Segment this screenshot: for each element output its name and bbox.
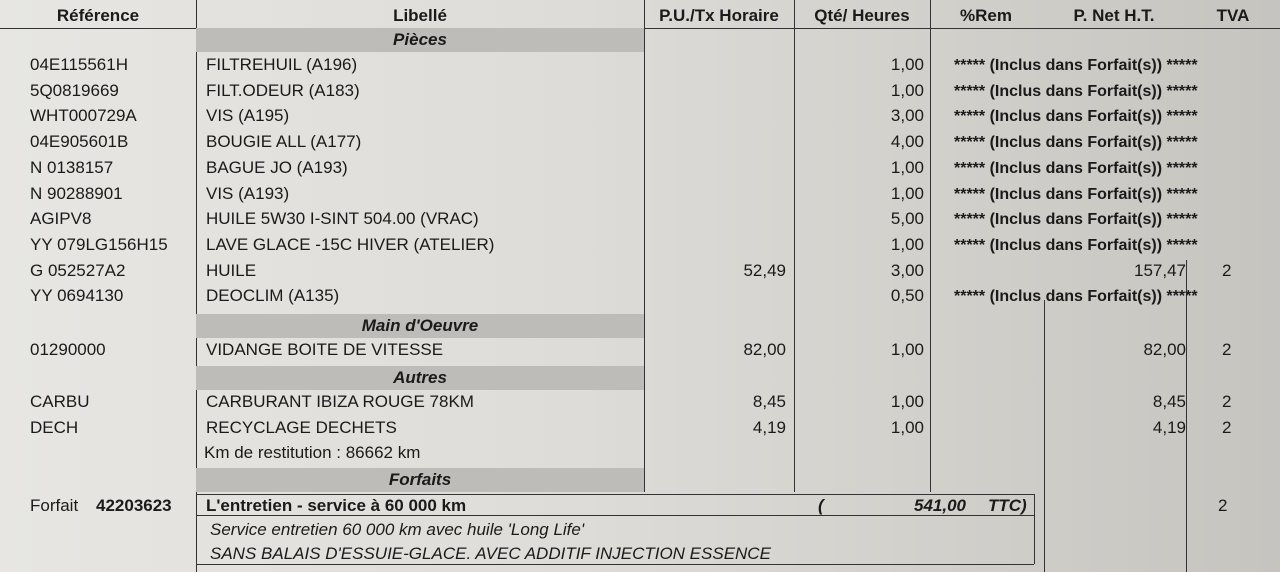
cell-reference: 01290000 <box>30 340 106 359</box>
forfait-note-2: SANS BALAIS D'ESSUIE-GLACE. AVEC ADDITIF INJECTION ESSENCE <box>210 544 771 563</box>
header-libelle: Libellé <box>393 6 447 25</box>
cell-net-included: ***** (Inclus dans Forfait(s)) ***** <box>954 82 1198 100</box>
cell-net-included: ***** (Inclus dans Forfait(s)) ***** <box>954 57 1198 74</box>
cell-net-included: ***** (Inclus dans Forfait(s)) ***** <box>954 134 1198 152</box>
cell-reference: 04E905601B <box>30 132 129 152</box>
forfait-title: L'entretien - service à 60 000 km <box>206 496 467 515</box>
col-divider <box>930 0 931 492</box>
cell-net-price: 82,00 <box>1143 340 1186 359</box>
forfait-note-1: Service entretien 60 000 km avec huile 'Long Life' <box>210 520 585 539</box>
section-title: Main d'Oeuvre <box>361 316 479 335</box>
cell-reference: N 90288901 <box>30 183 123 203</box>
cell-quantity: 3,00 <box>890 260 924 280</box>
cell-unit-price: 82,00 <box>743 340 786 359</box>
section-title: Autres <box>393 368 447 387</box>
forfait-box-bottom <box>196 564 1034 565</box>
forfait-code: 42203623 <box>96 496 172 515</box>
cell-reference: 5Q0819669 <box>30 80 119 100</box>
cell-quantity: 1,00 <box>890 418 924 437</box>
cell-label: VIS (A193) <box>206 183 290 203</box>
section-pieces <box>196 28 644 52</box>
cell-quantity: 1,00 <box>890 234 924 254</box>
cell-reference: YY 0694130 <box>30 286 124 306</box>
cell-quantity: 5,00 <box>890 209 924 229</box>
cell-label: CARBURANT IBIZA ROUGE 78KM <box>206 392 474 411</box>
section-title: Forfaits <box>388 470 452 489</box>
forfait-tva: 2 <box>1218 496 1228 515</box>
cell-label: BAGUE JO (A193) <box>206 157 348 177</box>
cell-net-included: ***** (Inclus dans Forfait(s)) ***** <box>954 185 1198 203</box>
header-rem: %Rem <box>960 6 1012 25</box>
cell-reference: N 0138157 <box>30 157 114 177</box>
forfait-box-right <box>1034 494 1035 564</box>
cell-net-price: 4,19 <box>1152 418 1186 437</box>
cell-net-price: 8,45 <box>1152 392 1186 411</box>
cell-label: LAVE GLACE -15C HIVER (ATELIER) <box>206 234 495 254</box>
cell-reference: WHT000729A <box>30 106 137 126</box>
cell-quantity: 1,00 <box>890 55 924 74</box>
cell-tva: 2 <box>1222 260 1232 280</box>
cell-label: FILTREHUIL (A196) <box>206 55 358 74</box>
cell-net-included: ***** (Inclus dans Forfait(s)) ***** <box>954 211 1198 229</box>
cell-net-included: ***** (Inclus dans Forfait(s)) ***** <box>954 236 1198 254</box>
cell-reference: YY 079LG156H15 <box>30 234 168 254</box>
col-divider <box>1186 260 1187 572</box>
cell-label: DEOCLIM (A135) <box>206 286 340 306</box>
cell-quantity: 1,00 <box>890 392 924 411</box>
section-autres <box>196 366 644 390</box>
header-reference: Référence <box>56 6 140 25</box>
cell-quantity: 3,00 <box>890 106 924 126</box>
section-title: Pièces <box>393 30 447 49</box>
cell-quantity: 1,00 <box>890 183 924 203</box>
forfait-amount: 541,00 <box>914 496 966 515</box>
cell-net-included: ***** (Inclus dans Forfait(s)) ***** <box>954 108 1198 126</box>
cell-reference: G 052527A2 <box>30 260 126 280</box>
cell-unit-price: 8,45 <box>752 392 786 411</box>
cell-label: RECYCLAGE DECHETS <box>206 418 397 437</box>
km-restitution: Km de restitution : 86662 km <box>204 443 421 462</box>
cell-tva: 2 <box>1222 340 1232 359</box>
cell-label: VIDANGE BOITE DE VITESSE <box>206 340 444 359</box>
cell-net-included: ***** (Inclus dans Forfait(s)) ***** <box>954 288 1198 306</box>
forfait-label: Forfait <box>30 496 79 515</box>
cell-reference: AGIPV8 <box>30 209 92 229</box>
header-pu: P.U./Tx Horaire <box>659 6 779 25</box>
cell-quantity: 0,50 <box>890 286 924 306</box>
cell-label: BOUGIE ALL (A177) <box>206 132 362 152</box>
cell-net-price: 157,47 <box>1134 260 1186 280</box>
header-pnet: P. Net H.T. <box>1073 6 1155 25</box>
header-qty: Qté/ Heures <box>814 6 910 25</box>
section-main-oeuvre <box>196 314 644 338</box>
cell-label: VIS (A195) <box>206 106 290 126</box>
cell-quantity: 1,00 <box>890 80 924 100</box>
section-forfaits <box>196 468 644 492</box>
cell-tva: 2 <box>1222 418 1232 437</box>
cell-quantity: 1,00 <box>890 340 924 359</box>
cell-unit-price: 52,49 <box>743 260 786 280</box>
cell-label: HUILE <box>206 260 257 280</box>
cell-label: FILT.ODEUR (A183) <box>206 80 360 100</box>
cell-tva: 2 <box>1222 392 1232 411</box>
forfait-paren: ( <box>818 496 824 515</box>
cell-reference: 04E115561H <box>30 55 128 74</box>
cell-reference: CARBU <box>30 392 90 411</box>
cell-quantity: 1,00 <box>890 157 924 177</box>
cell-quantity: 4,00 <box>890 132 924 152</box>
cell-unit-price: 4,19 <box>752 418 786 437</box>
cell-reference: DECH <box>30 418 79 437</box>
cell-net-included: ***** (Inclus dans Forfait(s)) ***** <box>954 159 1198 177</box>
header-tva: TVA <box>1216 6 1250 25</box>
cell-label: HUILE 5W30 I-SINT 504.00 (VRAC) <box>206 209 479 229</box>
forfait-ttc: TTC) <box>988 496 1027 515</box>
